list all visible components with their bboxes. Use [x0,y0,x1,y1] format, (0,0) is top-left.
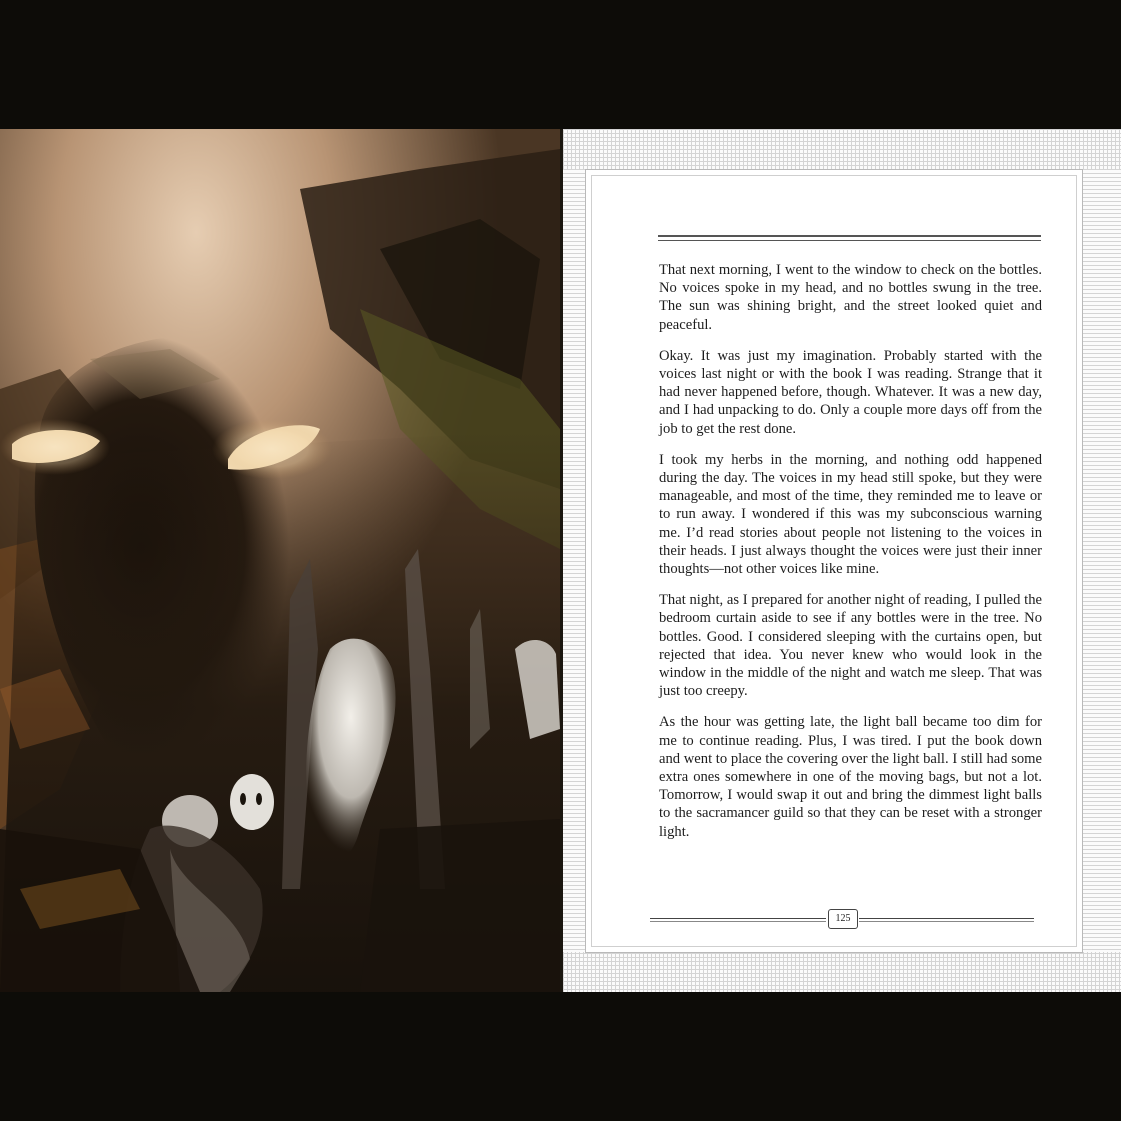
paragraph: That night, as I prepared for another night of reading, I pulled the bedroom curtain aside to see if any bottles were in the tree. No bottles. Good. I considered sleeping with the curtains open, but rejected that idea. You never knew who would look in the window in the middle of the night and watch me sleep. That was just too creepy. [659,592,1042,700]
pale-figure-head [230,774,274,830]
paragraph: As the hour was getting late, the light ball became too dim for me to continue reading. Plus, I was tired. I put the book down and went to place the covering over the light ball. I still had some extra ones somewhere in one of the moving bags, but not a lot. Tomorrow, I would swap it out and bring the dimmest light balls to the sacramancer guild so that they can be reset with a stronger light. [659,714,1042,840]
painting-canvas [0,129,560,992]
footer-rule-left [650,918,826,919]
paragraph: That next morning, I went to the window to check on the bottles. No voices spoke in my head, and no bottles swung in the tree. The sun was shining bright, and the street looked quiet and peaceful. [659,262,1042,333]
illustration-painting [0,129,560,992]
page-frame [585,169,1083,953]
paragraph: Okay. It was just my imagination. Probably started with the voices last night or with the book I was reading. Strange that it had never happened before, though. Whatever. It was a new day, and I had unpacking to do. Only a couple more days off from the job to get the rest done. [659,347,1042,437]
footer-rule-left-thin [650,921,826,922]
footer-rule-right-thin [859,921,1034,922]
page-border-pattern [563,129,1121,169]
header-rule [658,235,1041,241]
paragraph: I took my herbs in the morning, and nothing odd happened during the day. The voices in my head still spoke, but they were manageable, and most of the time, they reminded me to leave or to run away. I wondered if this was my subconscious warning me. I’d read stories about people not listening to the voices in their heads. I just always thought the voices were just their inner thoughts—not other voices like mine. [659,451,1042,578]
page-border-pattern-bottom [563,952,1121,992]
footer-rule-right [859,918,1034,919]
page-number: 125 [828,909,858,929]
body-text [659,261,1042,854]
text-page [563,129,1121,992]
book-spread [0,129,1121,992]
